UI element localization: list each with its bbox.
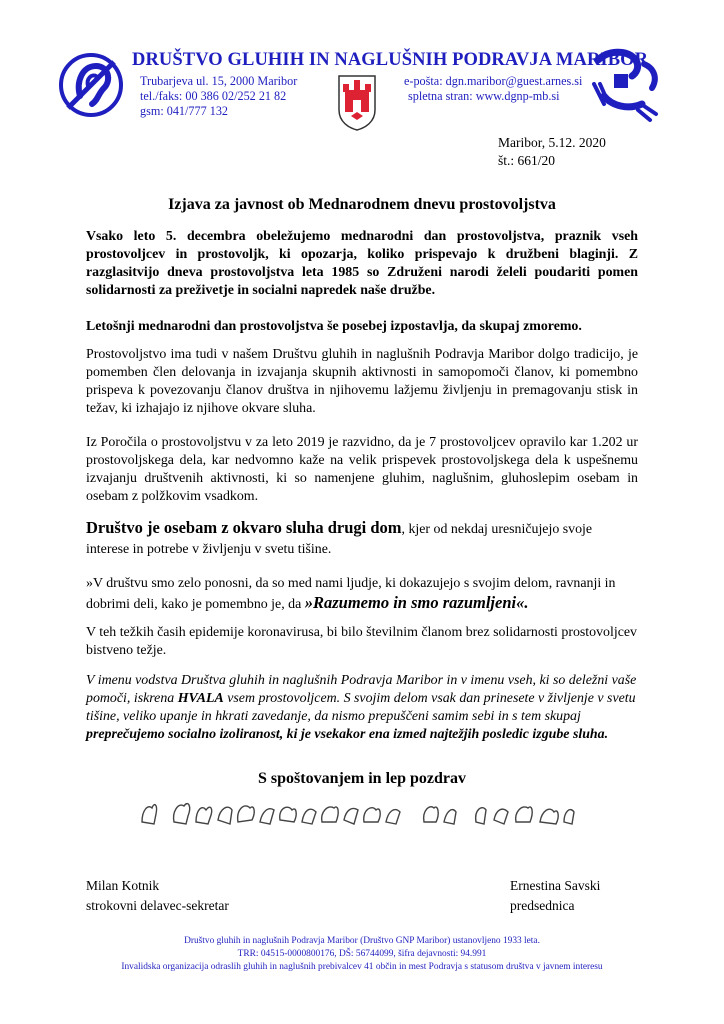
left-signatory-name: Milan Kotnik xyxy=(86,878,160,893)
paragraph-intro: Vsako leto 5. decembra obeležujemo mednarodni dan prostovoljstva, praznik vseh prostovoljcev in prostovoljk, ki opozarja, koliko prispevajo k družbeni blaginji. Z razglasitvijo dneva prostovoljstva leta 1985 so Združeni narodi želeli poudariti pomen solidarnosti za preživetje in socialni napredek naše družbe. xyxy=(86,229,638,298)
right-signatory-role: predsednica xyxy=(510,897,575,913)
home-emphasis: Društvo je osebam z okvaro sluha drugi dom xyxy=(86,518,402,537)
fingerspelling-illustration-icon xyxy=(138,794,578,828)
thanks-hvala: HVALA xyxy=(177,690,224,706)
home-rest: , kjer od nekdaj uresničujejo svoje interese in potrebe v življenju v svetu tišine. xyxy=(86,522,593,557)
org-name: DRUŠTVO GLUHIH IN NAGLUŠNIH PODRAVJA MARIBOR xyxy=(132,50,649,70)
quote-emphasis: »Razumemo in smo razumljeni«. xyxy=(304,593,529,612)
signature-right xyxy=(510,876,600,915)
maribor-crest-icon xyxy=(337,72,377,132)
quote-main: »V društvu smo zelo ponosni, da so med nami ljudje, ki dokazujejo s svojim delom, ravnanji in dobrimi deli, kako je pomembno je, da xyxy=(86,576,616,612)
document-number: št.: 661/20 xyxy=(498,153,556,168)
footer-line-1: Društvo gluhih in naglušnih Podravja Maribor (Društvo GNP Maribor) ustanovljeno 1933 leta. xyxy=(184,936,540,946)
org-website: spletna stran: www.dgnp-mb.si xyxy=(408,89,560,103)
org-email: e-pošta: dgn.maribor@guest.arnes.si xyxy=(404,74,583,88)
org-gsm: gsm: 041/777 132 xyxy=(140,104,229,118)
ear-logo-icon xyxy=(58,52,124,118)
paragraph-home xyxy=(86,518,638,560)
signature-left xyxy=(86,876,229,915)
paragraph-pandemic: V teh težkih časih epidemije koronavirusa, bi bilo številnim članom brez solidarnosti prostovoljcev bistveno težje. xyxy=(86,625,637,658)
document-title: Izjava za javnost ob Mednarodnem dnevu prostovoljstva xyxy=(168,196,556,213)
place-date: Maribor, 5.12. 2020 xyxy=(498,135,606,150)
paragraph-thanks xyxy=(86,672,638,744)
paragraph-report: Iz Poročila o prostovoljstvu v za leto 2019 je razvidno, da je 7 prostovoljcev opravilo kar 1.202 ur prostovoljskega dela, kar nedvomno kaže na velik prispevek prostovoljskega dela k uspešnemu izvajanju društvenih aktivnosti, ki so namenjene gluhim, naglušnim, gluhoslepim osebam in osebam z polžkovim vsadkom. xyxy=(86,435,638,504)
closing-greeting: S spoštovanjem in lep pozdrav xyxy=(257,770,467,787)
paragraph-highlight: Letošnji mednarodni dan prostovoljstva še posebej izpostavlja, da skupaj zmoremo. xyxy=(86,319,582,334)
paragraph-quote xyxy=(86,574,638,614)
place-date-block xyxy=(498,134,606,170)
paragraph-tradition: Prostovoljstvo ima tudi v našem Društvu gluhih in naglušnih Podravja Maribor dolgo tradicijo, je pomemben člen delovanja in izvajanja skupnih aktivnosti in samopomoči članov, ki pomembno prispeva k povezovanju članov društva in njihovemu lažjemu življenju in premagovanju stisk in težav, ki izhajajo iz njihove okvare sluha. xyxy=(86,347,638,416)
org-phone-fax: tel./faks: 00 386 02/252 21 82 xyxy=(140,89,287,103)
org-address: Trubarjeva ul. 15, 2000 Maribor xyxy=(140,74,298,88)
right-signatory-name: Ernestina Savski xyxy=(510,878,601,893)
thanks-part-b: vsem prostovoljcem. S svojim delom vsak dan prinesete v življenje v svetu tišine, veliko upanje in hkrati zavedanje, da nismo prepuščeni samim sebi in s tem skupaj xyxy=(86,690,636,724)
thanks-bold-ending: preprečujemo socialno izoliranost, ki je vsekakor ena izmed najtežjih posledic izgube sluha. xyxy=(86,726,609,742)
left-signatory-role: strokovni delavec-sekretar xyxy=(86,897,229,913)
thanks-part-a: V imenu vodstva Društva gluhih in naglušnih Podravja Maribor in v imenu vseh, ki so deležni vaše pomoči, iskrena xyxy=(86,673,637,706)
footer-line-3: Invalidska organizacija odraslih gluhih in naglušnih prebivalcev 41 občin in mest Podravja s statusom društva v javnem interesu xyxy=(121,962,603,972)
footer-line-2: TRR: 04515-0000800176, DŠ: 56744099, šifra dejavnosti: 94.991 xyxy=(237,949,487,959)
